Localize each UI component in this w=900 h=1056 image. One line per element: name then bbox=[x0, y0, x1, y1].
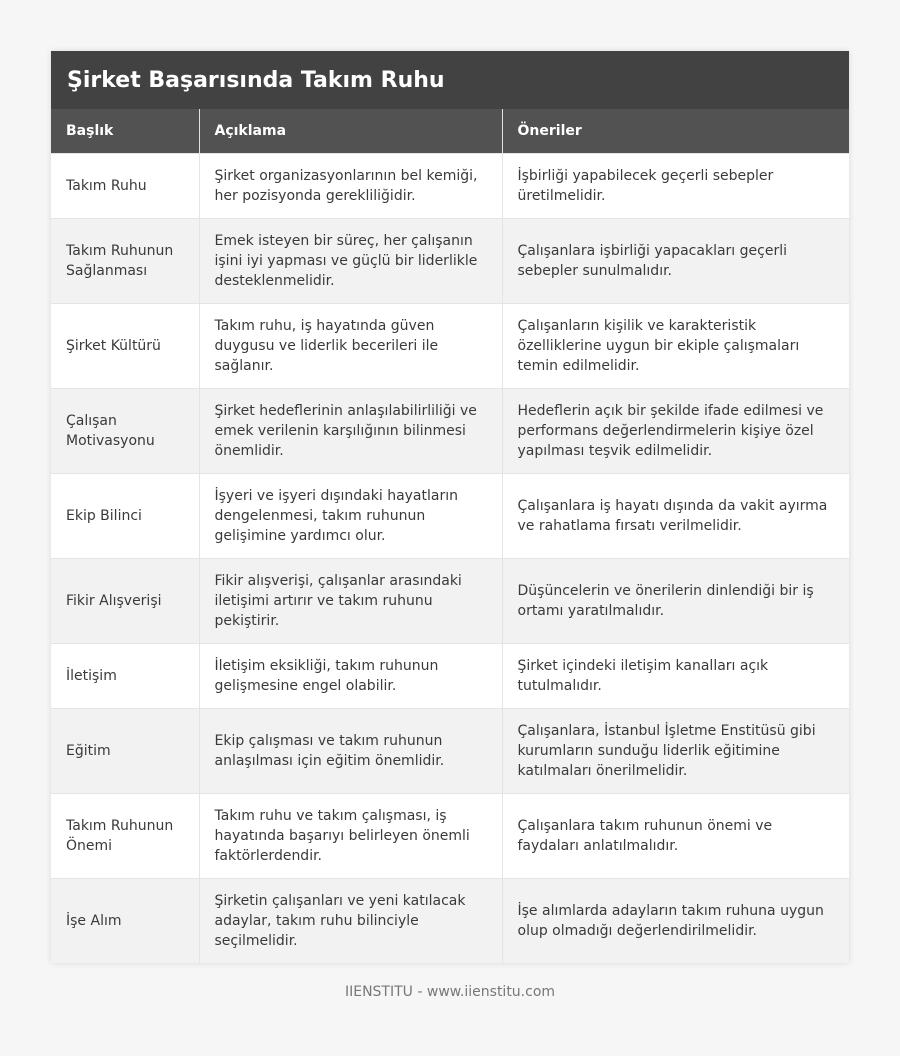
table-row bbox=[51, 218, 849, 303]
cell-oneriler: Şirket içindeki iletişim kanalları açık tutulmalıdır. bbox=[502, 643, 849, 708]
cell-baslik: Takım Ruhunun Sağlanması bbox=[51, 218, 199, 303]
cell-oneriler: İşbirliği yapabilecek geçerli sebepler üretilmelidir. bbox=[502, 153, 849, 218]
cell-oneriler: Çalışanlara iş hayatı dışında da vakit ayırma ve rahatlama fırsatı verilmelidir. bbox=[502, 473, 849, 558]
cell-baslik: Eğitim bbox=[51, 708, 199, 793]
header-row bbox=[51, 109, 849, 153]
cell-aciklama: İletişim eksikliği, takım ruhunun gelişmesine engel olabilir. bbox=[199, 643, 502, 708]
table-row bbox=[51, 878, 849, 963]
column-header-baslik: Başlık bbox=[51, 109, 199, 153]
cell-baslik: Fikir Alışverişi bbox=[51, 558, 199, 643]
table-row bbox=[51, 558, 849, 643]
cell-aciklama: İşyeri ve işyeri dışındaki hayatların dengelenmesi, takım ruhunun gelişimine yardımcı olur. bbox=[199, 473, 502, 558]
table-title: Şirket Başarısında Takım Ruhu bbox=[51, 51, 849, 109]
cell-aciklama: Şirketin çalışanları ve yeni katılacak adaylar, takım ruhu bilinciyle seçilmelidir. bbox=[199, 878, 502, 963]
cell-oneriler: Çalışanlara işbirliği yapacakları geçerli sebepler sunulmalıdır. bbox=[502, 218, 849, 303]
cell-baslik: Takım Ruhu bbox=[51, 153, 199, 218]
cell-aciklama: Şirket organizasyonlarının bel kemiği, her pozisyonda gerekliliğidir. bbox=[199, 153, 502, 218]
table-row bbox=[51, 303, 849, 388]
cell-oneriler: Çalışanlara, İstanbul İşletme Enstitüsü gibi kurumların sunduğu liderlik eğitimine katılmaları önerilmelidir. bbox=[502, 708, 849, 793]
cell-aciklama: Emek isteyen bir süreç, her çalışanın işini iyi yapması ve güçlü bir liderlikle desteklenmelidir. bbox=[199, 218, 502, 303]
cell-aciklama: Ekip çalışması ve takım ruhunun anlaşılması için eğitim önemlidir. bbox=[199, 708, 502, 793]
cell-aciklama: Fikir alışverişi, çalışanlar arasındaki iletişimi artırır ve takım ruhunu pekiştirir. bbox=[199, 558, 502, 643]
cell-baslik: Ekip Bilinci bbox=[51, 473, 199, 558]
table-row bbox=[51, 708, 849, 793]
footer-credit: IIENSTITU - www.iienstitu.com bbox=[344, 984, 556, 1000]
cell-oneriler: İşe alımlarda adayların takım ruhuna uygun olup olmadığı değerlendirilmelidir. bbox=[502, 878, 849, 963]
table-row bbox=[51, 793, 849, 878]
cell-aciklama: Takım ruhu ve takım çalışması, iş hayatında başarıyı belirleyen önemli faktörlerdendir. bbox=[199, 793, 502, 878]
cell-baslik: Şirket Kültürü bbox=[51, 303, 199, 388]
cell-baslik: İletişim bbox=[51, 643, 199, 708]
cell-baslik: İşe Alım bbox=[51, 878, 199, 963]
cell-oneriler: Çalışanların kişilik ve karakteristik özelliklerine uygun bir ekiple çalışmaları temin edilmelidir. bbox=[502, 303, 849, 388]
cell-baslik: Çalışan Motivasyonu bbox=[51, 388, 199, 473]
column-header-aciklama: Açıklama bbox=[199, 109, 502, 153]
cell-aciklama: Şirket hedeflerinin anlaşılabilirliliği ve emek verilenin karşılığının bilinmesi önemlidir. bbox=[199, 388, 502, 473]
table-row bbox=[51, 153, 849, 218]
table-card bbox=[51, 51, 849, 963]
table-row bbox=[51, 473, 849, 558]
column-header-oneriler: Öneriler bbox=[502, 109, 849, 153]
table-row bbox=[51, 643, 849, 708]
table-row bbox=[51, 388, 849, 473]
cell-oneriler: Hedeflerin açık bir şekilde ifade edilmesi ve performans değerlendirmelerin kişiye özel yapılması teşvik edilmelidir. bbox=[502, 388, 849, 473]
data-table bbox=[51, 109, 849, 963]
cell-oneriler: Çalışanlara takım ruhunun önemi ve faydaları anlatılmalıdır. bbox=[502, 793, 849, 878]
cell-oneriler: Düşüncelerin ve önerilerin dinlendiği bir iş ortamı yaratılmalıdır. bbox=[502, 558, 849, 643]
cell-baslik: Takım Ruhunun Önemi bbox=[51, 793, 199, 878]
cell-aciklama: Takım ruhu, iş hayatında güven duygusu ve liderlik becerileri ile sağlanır. bbox=[199, 303, 502, 388]
